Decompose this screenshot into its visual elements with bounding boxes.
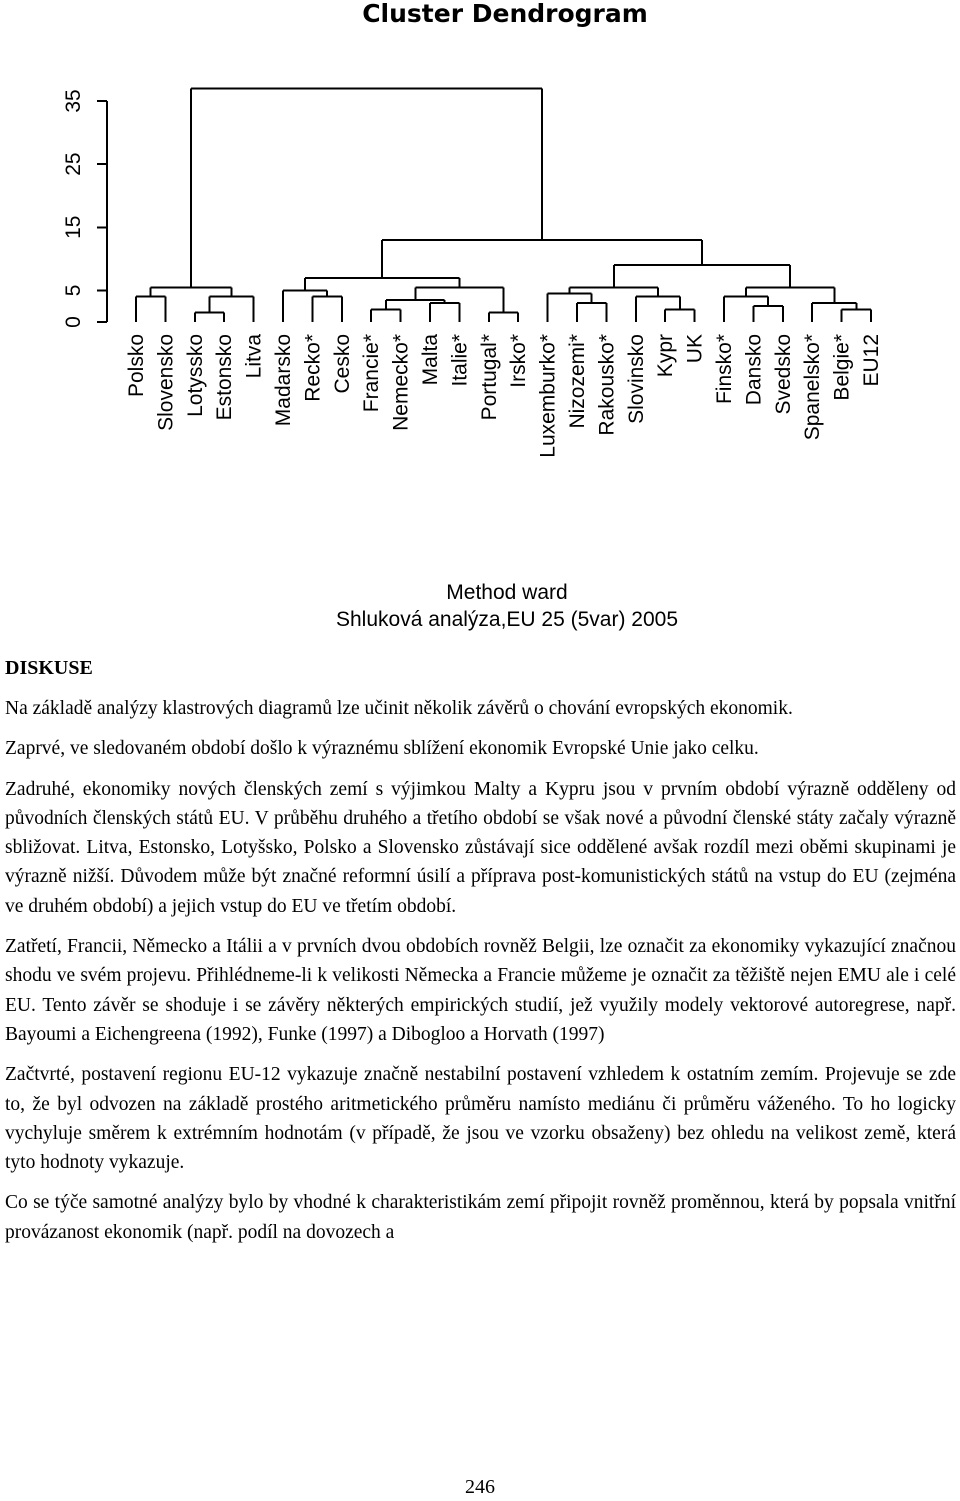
page-number: 246 xyxy=(465,1476,495,1498)
leaf-label: EU12 xyxy=(860,334,883,387)
leaf-label: Dansko xyxy=(742,334,766,406)
leaf-label: Finsko* xyxy=(713,334,736,405)
leaf-label: Recko* xyxy=(301,334,325,402)
leaf-labels xyxy=(125,334,883,458)
leaf-label: Francie* xyxy=(360,334,384,413)
dendrogram-chart xyxy=(0,0,960,650)
leaf-label: Nemecko* xyxy=(389,334,413,431)
paragraph-first: Zaprvé, ve sledovaném období došlo k výraznému sblížení ekonomik Evropské Unie jako celku. xyxy=(5,738,759,760)
leaf-label: Litva xyxy=(242,334,266,379)
paragraph-second: Zadruhé, ekonomiky nových členských zemí s výjimkou Malty a Kypru jsou v prvním období výrazně odděleny od původních členských států EU. V průběhu druhého a třetího období se však nové a původní členské státy začaly výrazně sbližovat. Litva, Estonsko, Lotyšsko, Polsko a Slovensko zůstávají sice oddělené avšak rozdíl mezi oběmi skupinami je výrazně nižší. Důvodem může být značné reformní úsilí a příprava post-komunistických států na vstup do EU (zejména ve druhém období) a jejich vstup do EU ve třetím období. xyxy=(5,778,956,917)
leaf-label: Spanelsko* xyxy=(801,334,825,441)
leaf-label: Luxemburko* xyxy=(536,334,560,458)
dendrogram-tree xyxy=(136,88,871,322)
y-tick-label: 5 xyxy=(62,284,85,297)
leaf-label: Cesko xyxy=(330,334,354,394)
y-tick-label: 0 xyxy=(62,316,85,328)
leaf-label: Nizozemi* xyxy=(566,334,589,429)
paragraph-third: Zatřetí, Francii, Německo a Itálii a v prvních dvou obdobích rovněž Belgii, lze označit za ekonomiky vykazující značnou shodu ve svém projevu. Přihlédneme-li k velikosti Německa a Francie můžeme je označit za těžiště nejen EMU ale i celé EU. Tento závěr se shoduje i se závěry některých empirických studií, jež využily modely vektorové autoregrese, např. Bayoumi a Eichengreena (1992), Funke (1997) a Dibogloo a Horvath (1997) xyxy=(5,936,956,1045)
y-tick-label: 35 xyxy=(62,89,85,113)
chart-title: Cluster Dendrogram xyxy=(362,0,648,28)
leaf-label: Slovinsko xyxy=(624,334,648,424)
y-axis xyxy=(62,89,107,328)
leaf-label: Kypr xyxy=(654,334,678,378)
y-tick-label: 15 xyxy=(62,215,85,239)
leaf-label: Malta xyxy=(419,334,442,386)
leaf-label: Madarsko xyxy=(272,334,295,427)
chart-subtitle: Shluková analýza,EU 25 (5var) 2005 xyxy=(335,608,679,631)
section-heading: DISKUSE xyxy=(5,657,93,679)
leaf-label: Belgie* xyxy=(830,334,854,401)
leaf-label: Polsko xyxy=(125,334,148,398)
leaf-label: Slovensko xyxy=(154,334,178,431)
y-tick-label: 25 xyxy=(62,152,85,176)
leaf-label: Estonsko xyxy=(213,334,237,421)
paragraph-intro: Na základě analýzy klastrových diagramů lze učinit několik závěrů o chování evropských ekonomik. xyxy=(5,698,793,719)
paragraph-fourth: Začtvrté, postavení regionu EU-12 vykazuje značně nestabilní postavení vzhledem k ostatním zemím. Projevuje se zde to, že byl odvozen na základě prostého aritmetického průměru namísto mediánu či průměru váženého. To ho logicky vychyluje směrem k extrémním hodnotám (v případě, že jsou ve vzorku obsaženy) bez ohledu na velikost země, která tyto hodnoty vykazuje. xyxy=(5,1064,956,1174)
leaf-label: Rakousko* xyxy=(595,334,619,436)
document-body xyxy=(5,654,956,1258)
leaf-label: UK xyxy=(683,334,707,364)
method-label: Method ward xyxy=(446,581,568,604)
dendrogram-figure xyxy=(0,0,960,650)
leaf-label: Lotyssko xyxy=(183,334,207,417)
leaf-label: Irsko* xyxy=(507,334,531,388)
paragraph-fifth: Co se týče samotné analýzy bylo by vhodné k charakteristikám zemí připojit rovněž proměnnou, která by popsala vnitřní provázanost ekonomik (např. podíl na dovozech a xyxy=(5,1192,956,1243)
leaf-label: Portugal* xyxy=(477,334,501,421)
leaf-label: Svedsko xyxy=(771,334,795,415)
leaf-label: Italie* xyxy=(448,334,472,387)
